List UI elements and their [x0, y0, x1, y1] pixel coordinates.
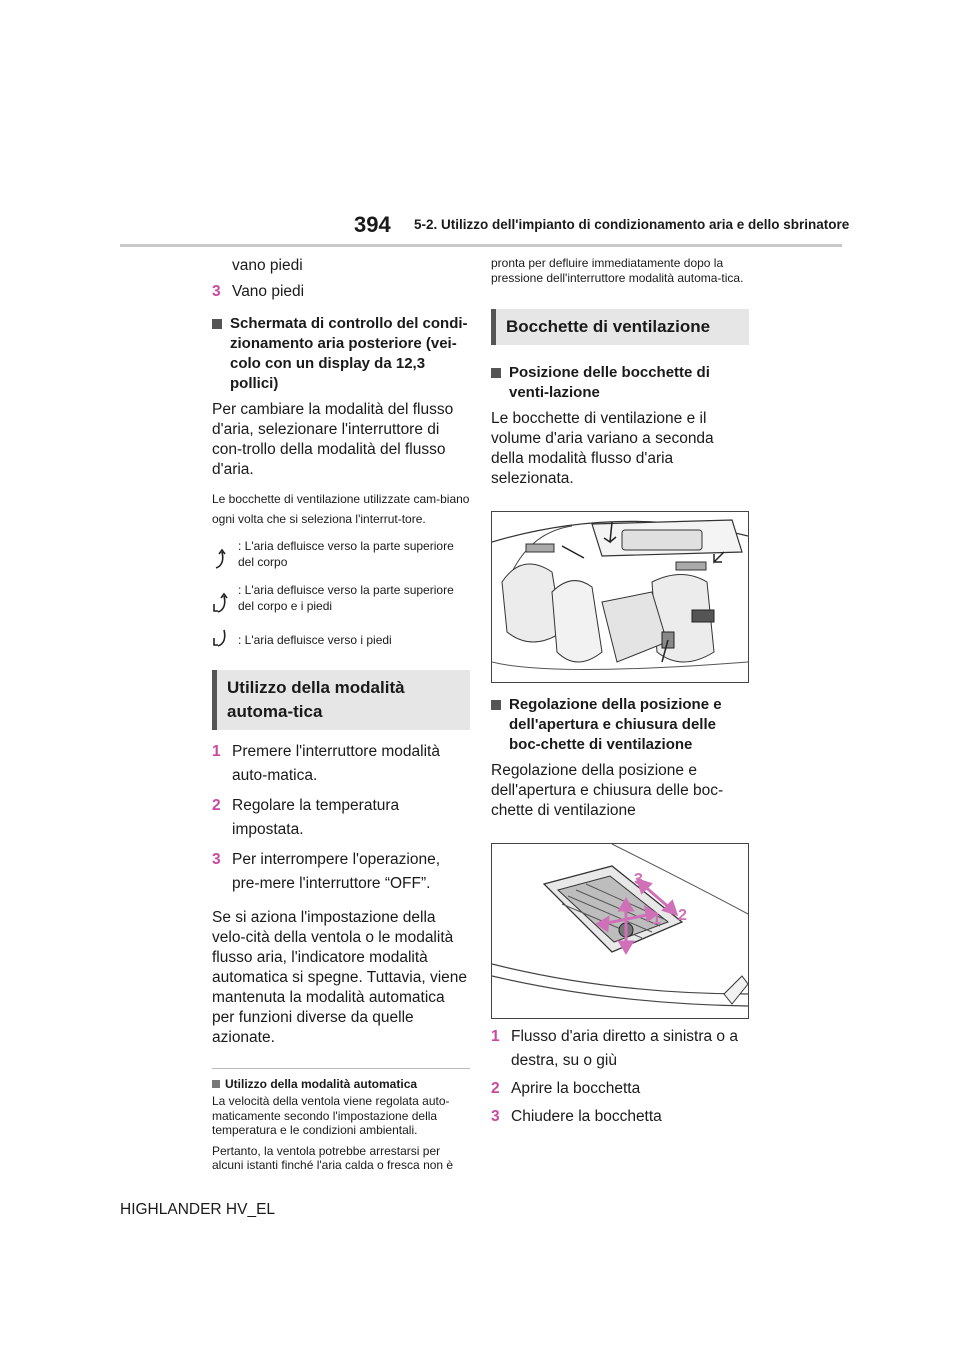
figure-label-2: 2 — [678, 907, 687, 924]
right-column — [491, 256, 749, 1129]
item-number: 1 — [491, 1028, 500, 1045]
step-item — [212, 740, 470, 788]
step-number: 3 — [212, 851, 221, 868]
section-header-auto-mode: Utilizzo della modalità automa-tica — [212, 670, 470, 730]
header-divider — [120, 244, 842, 247]
item-text: Aprire la bocchetta — [511, 1080, 641, 1097]
airflow-mode-upper — [212, 538, 470, 570]
square-bullet-icon — [491, 700, 501, 710]
section-header-vents: Bocchette di ventilazione — [491, 309, 749, 345]
step-item — [212, 848, 470, 896]
left-column — [212, 256, 470, 1173]
item-number: 3 — [212, 283, 221, 300]
sub-heading-text: Regolazione della posizione e dell'apertura e chiusura delle boc-chette di ventilazione — [509, 696, 722, 753]
sub-heading — [491, 363, 749, 403]
note-paragraph: La velocità della ventola viene regolata auto-maticamente secondo l'impostazione della temperatura e le condizioni ambientali. — [212, 1094, 450, 1137]
item-number: 2 — [491, 1080, 500, 1097]
step-item — [212, 794, 470, 842]
step-text: Regolare la temperatura impostata. — [232, 797, 400, 838]
list-item — [212, 280, 470, 304]
note-continued: pronta per defluire immediatamente dopo la pressione dell'interruttore modalità automa-tica. — [491, 256, 744, 285]
footer-model-name: HIGHLANDER HV_EL — [120, 1201, 276, 1218]
square-bullet-icon — [212, 319, 222, 329]
chapter-title: 5-2. Utilizzo dell'impianto di condizionamento aria e dello sbrinatore — [414, 217, 850, 232]
vehicle-interior-drawing — [492, 512, 748, 682]
airflow-mode-text: : L'aria defluisce verso i piedi — [238, 633, 392, 647]
item-text: Flusso d'aria diretto a sinistra o a destra, su o giù — [511, 1028, 738, 1069]
step-text: Premere l'interruttore modalità auto-matica. — [232, 743, 440, 784]
vent-positions-illustration — [491, 511, 749, 683]
note-heading-text: Utilizzo della modalità automatica — [225, 1077, 418, 1091]
note-divider — [212, 1068, 470, 1069]
step-number: 2 — [212, 797, 221, 814]
figure-label-1: 1 — [652, 911, 661, 928]
page-number: 394 — [354, 212, 391, 237]
paragraph: Se si aziona l'impostazione della velo-cità della ventola o le modalità flusso aria, l'indicatore modalità automatica si spegne. Tuttavia, viene mantenuta la modalità automatica per funzioni diverse da quelle azionate. — [212, 909, 468, 1046]
step-number: 1 — [212, 743, 221, 760]
airflow-mode-upper-feet — [212, 582, 470, 614]
square-bullet-icon — [212, 1080, 220, 1088]
item-text: Vano piedi — [232, 283, 305, 300]
note-heading — [212, 1077, 470, 1091]
step-text: Per interrompere l'operazione, pre-mere l'interruttore “OFF”. — [232, 851, 441, 892]
airflow-upper-feet-icon — [212, 592, 234, 614]
continued-line: vano piedi — [232, 257, 303, 274]
paragraph: Le bocchette di ventilazione e il volume d'aria variano a seconda della modalità flusso d'aria selezionata. — [491, 410, 714, 487]
sub-heading-text: Posizione delle bocchette di venti-lazione — [509, 364, 710, 401]
item-number: 3 — [491, 1108, 500, 1125]
paragraph: Regolazione della posizione e dell'apertura e chiusura delle boc-chette di ventilazione — [491, 762, 724, 819]
airflow-feet-icon — [212, 626, 234, 648]
item-text: Chiudere la bocchetta — [511, 1108, 662, 1125]
square-bullet-icon — [491, 368, 501, 378]
paragraph-small: Le bocchette di ventilazione utilizzate cam-biano ogni volta che si seleziona l'interrut-tore. — [212, 492, 470, 526]
figure-label-3: 3 — [634, 871, 643, 888]
airflow-mode-text: : L'aria defluisce verso la parte superiore del corpo — [238, 539, 454, 569]
vent-adjustment-illustration — [491, 843, 749, 1019]
paragraph: Per cambiare la modalità del flusso d'aria, selezionare l'interruttore di con-trollo della modalità del flusso d'aria. — [212, 401, 454, 478]
sub-heading — [491, 695, 749, 755]
airflow-mode-text: : L'aria defluisce verso la parte superiore del corpo e i piedi — [238, 583, 454, 613]
sub-heading — [212, 314, 470, 394]
list-item — [491, 1025, 749, 1073]
airflow-upper-icon — [212, 548, 234, 570]
list-item — [491, 1105, 749, 1129]
note-paragraph: Pertanto, la ventola potrebbe arrestarsi per alcuni istanti finché l'aria calda o fresca non è — [212, 1143, 454, 1172]
sub-heading-text: Schermata di controllo del condi-zionamento aria posteriore (vei-colo con un display da 12,3 pollici) — [230, 315, 468, 392]
vent-adjustment-drawing — [492, 844, 748, 1018]
list-item — [491, 1077, 749, 1101]
airflow-mode-feet — [212, 626, 470, 648]
